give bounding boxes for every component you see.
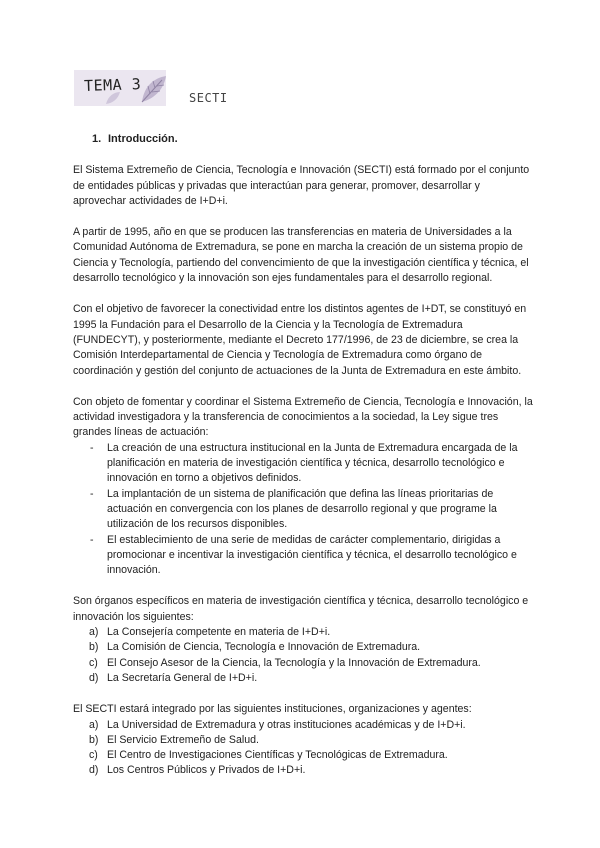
list-item: [73, 763, 533, 778]
paragraph-secti-definition: El Sistema Extremeño de Ciencia, Tecnología e Innovación (SECTI) está formado por el conjunto de entidades públicas y privadas que interactúan para generar, promover, desarrollar y aprovechar actividades de I+D+i.: [73, 164, 530, 207]
list-item: [73, 656, 533, 671]
list-item: [73, 733, 533, 748]
list-marker: d): [89, 671, 99, 684]
list-item-text: Los Centros Públicos y Privados de I+D+i.: [107, 764, 306, 777]
list-item: [73, 533, 533, 579]
section-number: 1.: [92, 133, 102, 145]
section-title: Introducción.: [108, 133, 178, 145]
organos-list: [73, 625, 533, 686]
list-item-text: La implantación de un sistema de planificación que defina las líneas prioritarias de actuación en convergencia con los planes de desarrollo regional y que programe la utilización de los recursos disponibles.: [107, 487, 497, 531]
list-item-text: La creación de una estructura institucional en la Junta de Extremadura encargada de la planificación en materia de investigación científica y técnica, desarrollo tecnológico e innovación en torno a objetivos definidos.: [107, 441, 518, 485]
list-marker: a): [89, 718, 99, 731]
paragraph-organos-intro: Son órganos específicos en materia de investigación científica y técnica, desarrollo tecnológico e innovación los siguientes:: [73, 595, 529, 623]
list-marker: c): [89, 749, 98, 762]
list-item: [73, 640, 533, 655]
tema-title: TEMA 3: [83, 75, 142, 95]
list-item-text: El establecimiento de una serie de medidas de carácter complementario, dirigidas a promocionar e incentivar la investigación científica y técnica, el desarrollo tecnológico e innovación.: [107, 533, 517, 577]
list-marker: a): [89, 626, 99, 639]
list-item: [73, 718, 533, 733]
document-body: [73, 132, 533, 779]
list-marker: c): [89, 656, 98, 669]
list-item-text: El Centro de Investigaciones Científicas y Tecnológicas de Extremadura.: [107, 749, 448, 762]
lineas-list: [73, 441, 533, 579]
list-item-text: El Servicio Extremeño de Salud.: [107, 733, 259, 746]
list-marker: -: [90, 487, 94, 500]
list-marker: -: [90, 533, 94, 546]
section-heading: [92, 132, 533, 147]
list-item-text: La Consejería competente en materia de I+D+i.: [107, 626, 331, 639]
paragraph-lineas-intro: Con objeto de fomentar y coordinar el Sistema Extremeño de Ciencia, Tecnología e Innovación, la actividad investigadora y la transferencia de conocimientos a la sociedad, la Ley sigue tres grandes líneas de actuación:: [73, 395, 533, 439]
list-marker: b): [89, 641, 99, 654]
list-item: [73, 441, 533, 487]
list-item: [73, 671, 533, 686]
list-marker: -: [90, 441, 94, 454]
list-marker: b): [89, 733, 99, 746]
list-item-text: El Consejo Asesor de la Ciencia, la Tecnología y la Innovación de Extremadura.: [107, 656, 481, 669]
paragraph-fundecyt: Con el objetivo de favorecer la conectividad entre los distintos agentes de I+DT, se constituyó en 1995 la Fundación para el Desarrollo de la Ciencia y la Tecnología de Extremadura (FUNDECYT), y posteriormente, mediante el Decreto 177/1996, de 23 de diciembre, se crea la Comisión Interdepartamental de Ciencia y Tecnología de Extremadura como órgano de coordinación y gestión del conjunto de actuaciones de la Junta de Extremadura en este ámbito.: [73, 303, 527, 377]
paragraph-integrantes-intro: El SECTI estará integrado por las siguientes instituciones, organizaciones y agentes:: [73, 703, 472, 716]
list-item-text: La Comisión de Ciencia, Tecnología e Innovación de Extremadura.: [107, 641, 421, 654]
list-item: [73, 748, 533, 763]
tema-subtitle: SECTI: [189, 91, 228, 105]
integrantes-list: [73, 718, 533, 779]
list-item: [73, 625, 533, 640]
list-item-text: La Universidad de Extremadura y otras instituciones académicas y de I+D+i.: [107, 718, 466, 731]
paragraph-history-1995: A partir de 1995, año en que se producen las transferencias en materia de Universidades a la Comunidad Autónoma de Extremadura, se pone en marcha la creación de un sistema propio de Ciencia y Tecnología, partiendo del convencimiento de que la investigación científica y técnica, el desarrollo tecnológico y la innovación son ejes fundamentales para el desarrollo regional.: [73, 226, 529, 285]
list-item-text: La Secretaría General de I+D+i.: [107, 671, 258, 684]
list-item: [73, 487, 533, 533]
list-marker: d): [89, 764, 99, 777]
